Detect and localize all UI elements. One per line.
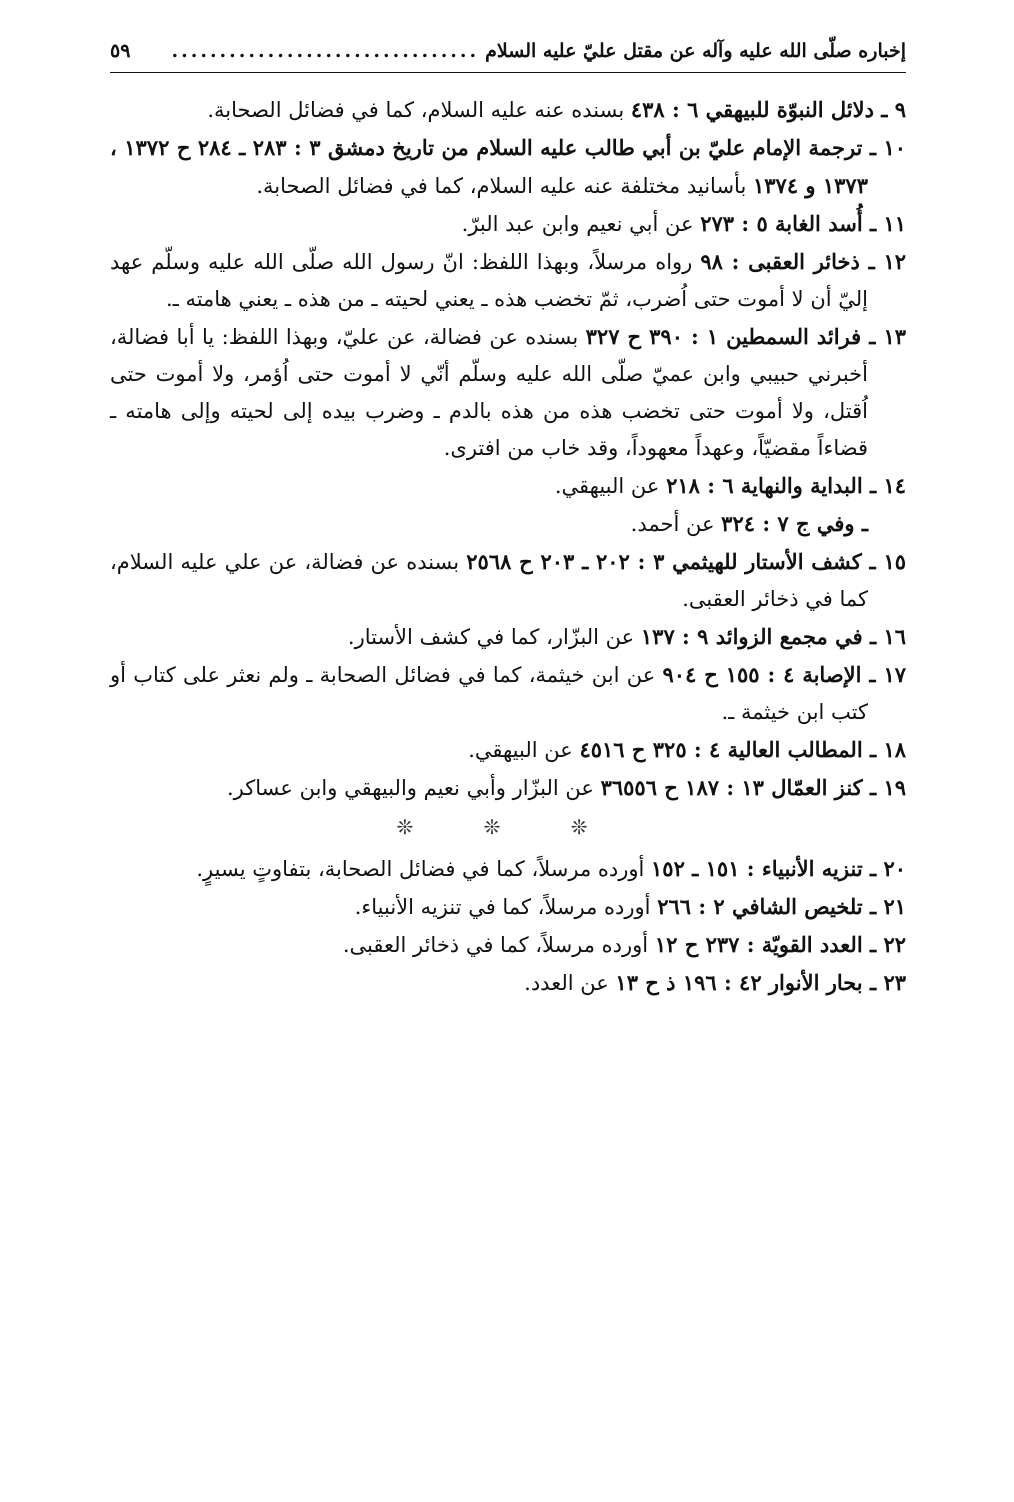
- reference-text: عن البيهقي.: [468, 738, 580, 762]
- reference-text: عن أحمد.: [630, 512, 722, 536]
- reference-item: [110, 618, 906, 656]
- reference-text: عن أبي نعيم وابن عبد البرّ.: [461, 212, 701, 236]
- reference-text: بسنده عن فضالة، عن علي عليه السلام، كما في ذخائر العقبى.: [110, 550, 868, 611]
- reference-item: [110, 656, 906, 731]
- reference-source: ٩ ـ دلائل النبوّة للبيهقي ٦ : ٤٣٨: [630, 97, 906, 122]
- reference-text: بسنده عنه عليه السلام، كما في فضائل الصحابة.: [207, 98, 631, 122]
- page-number: ٥٩: [110, 40, 131, 62]
- reference-text: أورده مرسلاً، كما في تنزيه الأنبياء.: [354, 895, 658, 919]
- reference-text: أورده مرسلاً، كما في ذخائر العقبى.: [342, 933, 655, 957]
- reference-text: عن البيهقي.: [554, 474, 667, 498]
- reference-source: ١٨ ـ المطالب العالية ٤ : ٣٢٥ ح ٤٥١٦: [579, 737, 906, 762]
- header-leader-dots: ................................: [171, 40, 480, 62]
- reference-item: [110, 964, 906, 1002]
- reference-item: [110, 850, 906, 888]
- reference-list: [110, 91, 906, 1002]
- reference-item: [110, 243, 906, 318]
- reference-item: [110, 926, 906, 964]
- reference-source: ٢٢ ـ العدد القويّة : ٢٣٧ ح ١٢: [654, 932, 906, 957]
- reference-item: [110, 888, 906, 926]
- reference-subitem: [110, 505, 906, 543]
- reference-item: [110, 129, 906, 205]
- reference-source: ٢١ ـ تلخيص الشافي ٢ : ٢٦٦: [657, 894, 906, 919]
- running-header: [110, 40, 906, 73]
- section-separator: ❊ ❊ ❊: [396, 815, 620, 839]
- reference-source: ١٦ ـ في مجمع الزوائد ٩ : ١٣٧: [640, 624, 906, 649]
- reference-text: بسنده عن فضالة، عن عليّ، وبهذا اللفظ: يا أبا فضالة، أخبرني حبيبي وابن عميّ صلّى الله عليه وسلّم أنّي لا أموت حتى اُؤمر، ولا أموت حتى اُقتل، ولا أموت حتى تخضب هذه من هذه بالدم ـ وضرب بيده إلى لحيته وإلى هامته ـ قضاءاً مقضيّاً، وعهداً معهوداً، وقد خاب من افترى.: [110, 325, 868, 460]
- reference-text: عن العدد.: [524, 971, 616, 995]
- reference-source: ١٤ ـ البداية والنهاية ٦ : ٢١٨: [666, 473, 906, 498]
- reference-item: [110, 318, 906, 467]
- reference-item: [110, 543, 906, 618]
- reference-source: ١٠ ـ ترجمة الإمام عليّ بن أبي طالب عليه السلام من تاريخ دمشق ٣ : ٢٨٣ ـ ٢٨٤ ح ١٣٧٢ ، ١٣٧٣ و ١٣٧٤: [110, 135, 906, 198]
- reference-source: ٢٣ ـ بحار الأنوار ٤٢ : ١٩٦ ذ ح ١٣: [615, 970, 906, 995]
- reference-item: [110, 769, 906, 807]
- reference-source: ١٣ ـ فرائد السمطين ١ : ٣٩٠ ح ٣٢٧: [585, 324, 906, 349]
- reference-source: ١٧ ـ الإصابة ٤ : ١٥٥ ح ٩٠٤: [662, 662, 906, 687]
- reference-text: عن ابن خيثمة، كما في فضائل الصحابة ـ ولم نعثر على كتاب أو كتب ابن خيثمة ـ.: [110, 663, 868, 724]
- reference-source: ١٩ ـ كنز العمّال ١٣ : ١٨٧ ح ٣٦٥٥٦: [600, 775, 906, 800]
- reference-item: [110, 91, 906, 129]
- reference-text: عن البزّار، كما في كشف الأستار.: [347, 625, 641, 649]
- reference-item: [110, 467, 906, 505]
- reference-text: أورده مرسلاً، كما في فضائل الصحابة، بتفاوتٍ يسيرٍ.: [196, 857, 652, 881]
- reference-text: عن البزّار وأبي نعيم والبيهقي وابن عساكر.: [227, 776, 601, 800]
- reference-source: ١٢ ـ ذخائر العقبى : ٩٨: [700, 249, 906, 274]
- reference-item: [110, 731, 906, 769]
- header-title: إخباره صلّى الله عليه وآله عن مقتل عليّ عليه السلام: [485, 40, 906, 62]
- reference-source: ـ وفي ج ٧ : ٣٢٤: [721, 511, 868, 536]
- reference-text: رواه مرسلاً، وبهذا اللفظ: انّ رسول الله صلّى الله عليه وسلّم عهد إليّ أن لا أموت حتى اُضرب، ثمّ تخضب هذه ـ يعني لحيته ـ من هذه ـ يعني هامته ـ.: [110, 250, 868, 311]
- reference-source: ١١ ـ أُسد الغابة ٥ : ٢٧٣: [700, 211, 906, 236]
- reference-item: [110, 205, 906, 243]
- reference-source: ٢٠ ـ تنزيه الأنبياء : ١٥١ ـ ١٥٢: [651, 856, 906, 881]
- reference-source: ١٥ ـ كشف الأستار للهيثمي ٣ : ٢٠٢ ـ ٢٠٣ ح ٢٥٦٨: [466, 549, 907, 574]
- reference-text: بأسانيد مختلفة عنه عليه السلام، كما في فضائل الصحابة.: [256, 174, 753, 198]
